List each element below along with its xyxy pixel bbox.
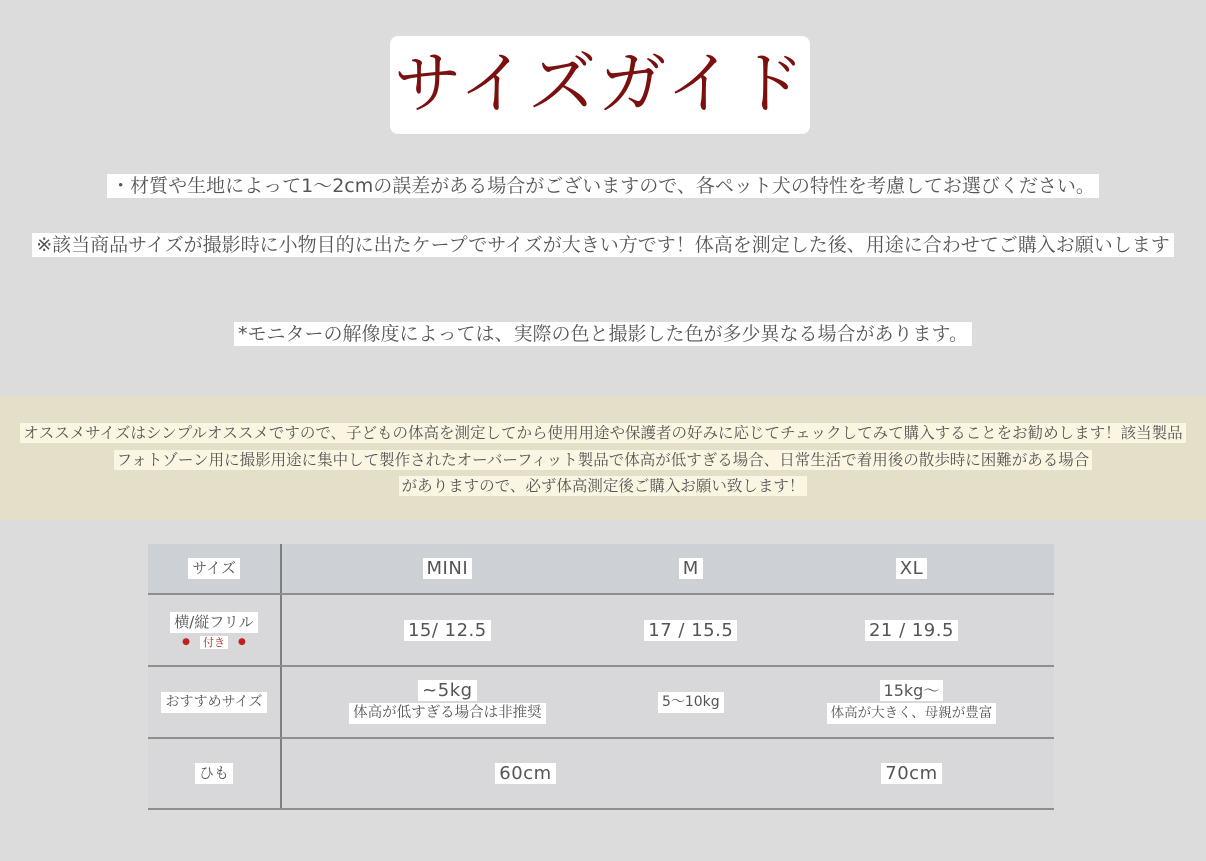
- frill-value: 15/ 12.5: [404, 620, 491, 641]
- note-text: ・材質や生地によって1〜2cmの誤差がある場合がございますので、各ペット犬の特性を考慮してお選びください。: [107, 174, 1099, 198]
- frill-note: [148, 636, 280, 649]
- note-monitor-color: [0, 320, 1206, 348]
- table-row-frill: [148, 594, 1054, 666]
- header-size-m: [613, 544, 769, 594]
- frill-value: 21 / 19.5: [865, 620, 958, 641]
- notice-line: フォトゾーン用に撮影用途に集中して製作されたオーバーフィット製品で体高が低すぎる場合、日常生活で着用後の散歩時に困難がある場合: [114, 450, 1093, 470]
- notice-line: オススメサイズはシンプルオススメですので、子どもの体高を測定してから使用用途や保護者の好みに応じてチェックしてみて購入することをお勧めします！該当製品: [20, 423, 1185, 443]
- string-value: 70cm: [881, 763, 941, 784]
- note-text: *モニターの解像度によっては、実際の色と撮影した色が多少異なる場合があります。: [234, 322, 972, 346]
- size-name: M: [679, 558, 703, 579]
- bullet-icon: ●: [238, 637, 246, 647]
- note-error-margin: [0, 172, 1206, 200]
- bullet-icon: ●: [182, 637, 190, 647]
- frill-label: 横/縦フリル: [170, 612, 257, 633]
- recommended-weight: ~5kg: [418, 680, 476, 701]
- string-xl: [769, 738, 1054, 809]
- page-title: サイズガイド: [393, 45, 807, 124]
- frill-m: [613, 594, 769, 666]
- note-size-cape: [30, 231, 1176, 259]
- recommended-weight: 15kg〜: [880, 680, 944, 701]
- table-row-string: [148, 738, 1054, 809]
- title-box: [390, 36, 810, 134]
- recommended-mini: [281, 666, 613, 738]
- header-label: サイズ: [188, 558, 240, 579]
- recommended-xl: [769, 666, 1054, 738]
- notice-text: [0, 420, 1206, 500]
- header-label-cell: [148, 544, 281, 594]
- string-value: 60cm: [495, 763, 555, 784]
- recommended-note: 体高が低すぎる場合は非推奨: [349, 703, 546, 724]
- notice-line: がありますので、必ず体高測定後ご購入お願い致します！: [399, 476, 808, 496]
- size-name: MINI: [423, 558, 473, 579]
- recommended-label: おすすめサイズ: [161, 692, 266, 713]
- recommended-note: 体高が大きく、母親が豊富: [827, 703, 997, 724]
- frill-label-cell: [148, 594, 281, 666]
- string-mini-m: [281, 738, 769, 809]
- frill-note-text: 付き: [200, 636, 228, 649]
- recommended-label-cell: [148, 666, 281, 738]
- recommended-weight: 5〜10kg: [658, 692, 724, 713]
- size-name: XL: [896, 558, 927, 579]
- table-header-row: [148, 544, 1054, 594]
- string-label: ひも: [195, 763, 233, 784]
- table-row-recommended: [148, 666, 1054, 738]
- recommended-m: [613, 666, 769, 738]
- frill-xl: [769, 594, 1054, 666]
- frill-mini: [281, 594, 613, 666]
- recommendation-notice: [0, 396, 1206, 520]
- header-size-mini: [281, 544, 613, 594]
- string-label-cell: [148, 738, 281, 809]
- frill-value: 17 / 15.5: [644, 620, 737, 641]
- note-text: ※該当商品サイズが撮影時に小物目的に出たケープでサイズが大きい方です！体高を測定した後、用途に合わせてご購入お願いします: [32, 233, 1174, 257]
- size-table: [148, 544, 1054, 810]
- header-size-xl: [769, 544, 1054, 594]
